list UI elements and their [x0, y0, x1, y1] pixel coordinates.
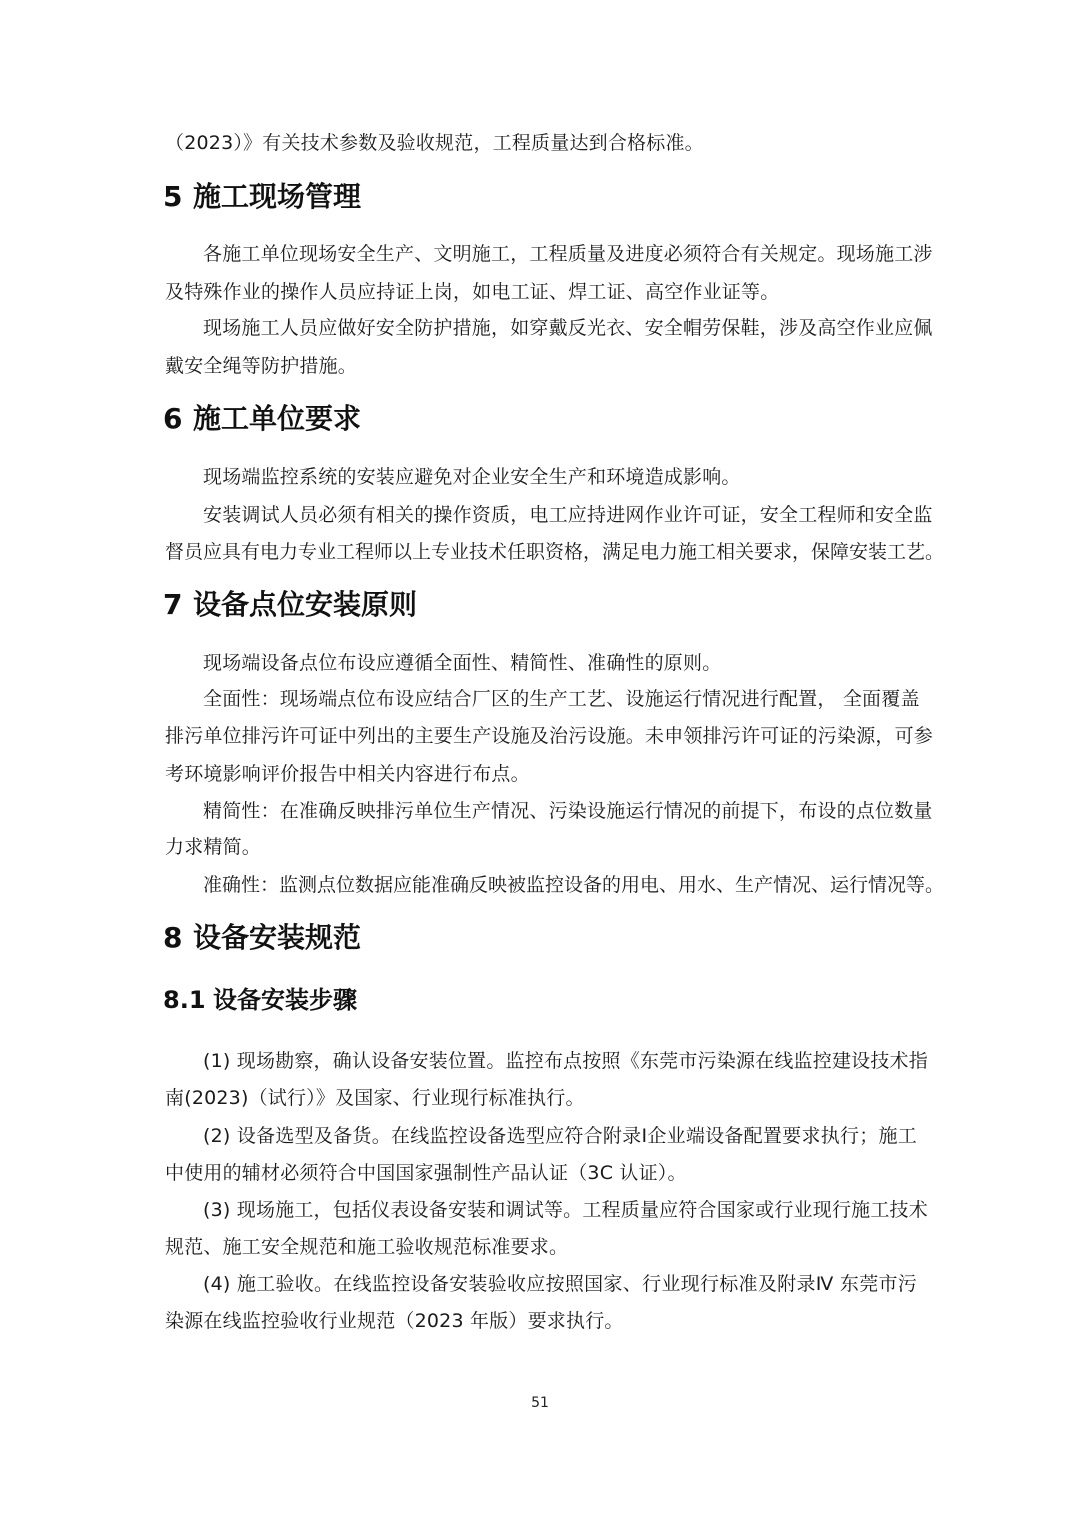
subsection-heading-8-1 — [163, 985, 357, 1015]
paragraph-line: 督员应具有电力专业工程师以上专业技术任职资格，满足电力施工相关要求，保障安装工艺。 — [165, 541, 945, 563]
list-item-line: (4) 施工验收。在线监控设备安装验收应按照国家、行业现行标准及附录Ⅳ 东莞市污 — [203, 1273, 917, 1295]
paragraph-line: 现场端设备点位布设应遵循全面性、精简性、准确性的原则。 — [203, 652, 722, 674]
list-item-line: 规范、施工安全规范和施工验收规范标准要求。 — [165, 1236, 569, 1258]
paragraph-line: 戴安全绳等防护措施。 — [165, 355, 358, 377]
heading-number: 8.1 — [163, 986, 206, 1014]
paragraph-line: 力求精简。 — [165, 836, 262, 858]
heading-number: 6 — [163, 402, 183, 435]
heading-number: 8 — [163, 921, 183, 954]
paragraph-line: 准确性：监测点位数据应能准确反映被监控设备的用电、用水、生产情况、运行情况等。 — [203, 874, 945, 896]
section-heading-7 — [163, 588, 417, 622]
list-item-line: 南(2023)（试行）》及国家、行业现行标准执行。 — [165, 1087, 585, 1109]
paragraph-line: 考环境影响评价报告中相关内容进行布点。 — [165, 763, 530, 785]
heading-text: 设备点位安装原则 — [193, 588, 418, 621]
list-item-line: (1) 现场勘察，确认设备安装位置。监控布点按照《东莞市污染源在线监控建设技术指 — [203, 1050, 928, 1072]
heading-text: 设备安装步骤 — [213, 986, 357, 1014]
paragraph-line: （2023）》有关技术参数及验收规范，工程质量达到合格标准。 — [165, 132, 704, 154]
list-item-line: 中使用的辅材必须符合中国国家强制性产品认证（3C 认证）。 — [165, 1162, 687, 1184]
heading-text: 施工现场管理 — [193, 180, 362, 213]
paragraph-line: 现场端监控系统的安装应避免对企业安全生产和环境造成影响。 — [203, 466, 741, 488]
list-item-line: 染源在线监控验收行业规范（2023 年版）要求执行。 — [165, 1310, 624, 1332]
list-item-line: (3) 现场施工，包括仪表设备安装和调试等。工程质量应符合国家或行业现行施工技术 — [203, 1199, 928, 1221]
heading-text: 施工单位要求 — [193, 402, 362, 435]
paragraph-line: 现场施工人员应做好安全防护措施，如穿戴反光衣、安全帽劳保鞋，涉及高空作业应佩 — [203, 317, 933, 339]
page-number: 51 — [531, 1395, 549, 1411]
paragraph-line: 各施工单位现场安全生产、文明施工，工程质量及进度必须符合有关规定。现场施工涉 — [203, 243, 933, 265]
section-heading-5 — [163, 180, 361, 214]
heading-text: 设备安装规范 — [193, 921, 362, 954]
paragraph-line: 安装调试人员必须有相关的操作资质，电工应持进网作业许可证，安全工程师和安全监 — [203, 504, 933, 526]
section-heading-6 — [163, 402, 361, 436]
paragraph-line: 全面性：现场端点位布设应结合厂区的生产工艺、设施运行情况进行配置， 全面覆盖 — [203, 688, 920, 710]
heading-number: 7 — [163, 588, 183, 621]
paragraph-line: 排污单位排污许可证中列出的主要生产设施及治污设施。未申领排污许可证的污染源，可参 — [165, 725, 934, 747]
heading-number: 5 — [163, 180, 183, 213]
paragraph-line: 精简性：在准确反映排污单位生产情况、污染设施运行情况的前提下，布设的点位数量 — [203, 800, 933, 822]
paragraph-line: 及特殊作业的操作人员应持证上岗，如电工证、焊工证、高空作业证等。 — [165, 281, 780, 303]
section-heading-8 — [163, 921, 361, 955]
list-item-line: (2) 设备选型及备货。在线监控设备选型应符合附录Ⅰ企业端设备配置要求执行；施工 — [203, 1125, 917, 1147]
